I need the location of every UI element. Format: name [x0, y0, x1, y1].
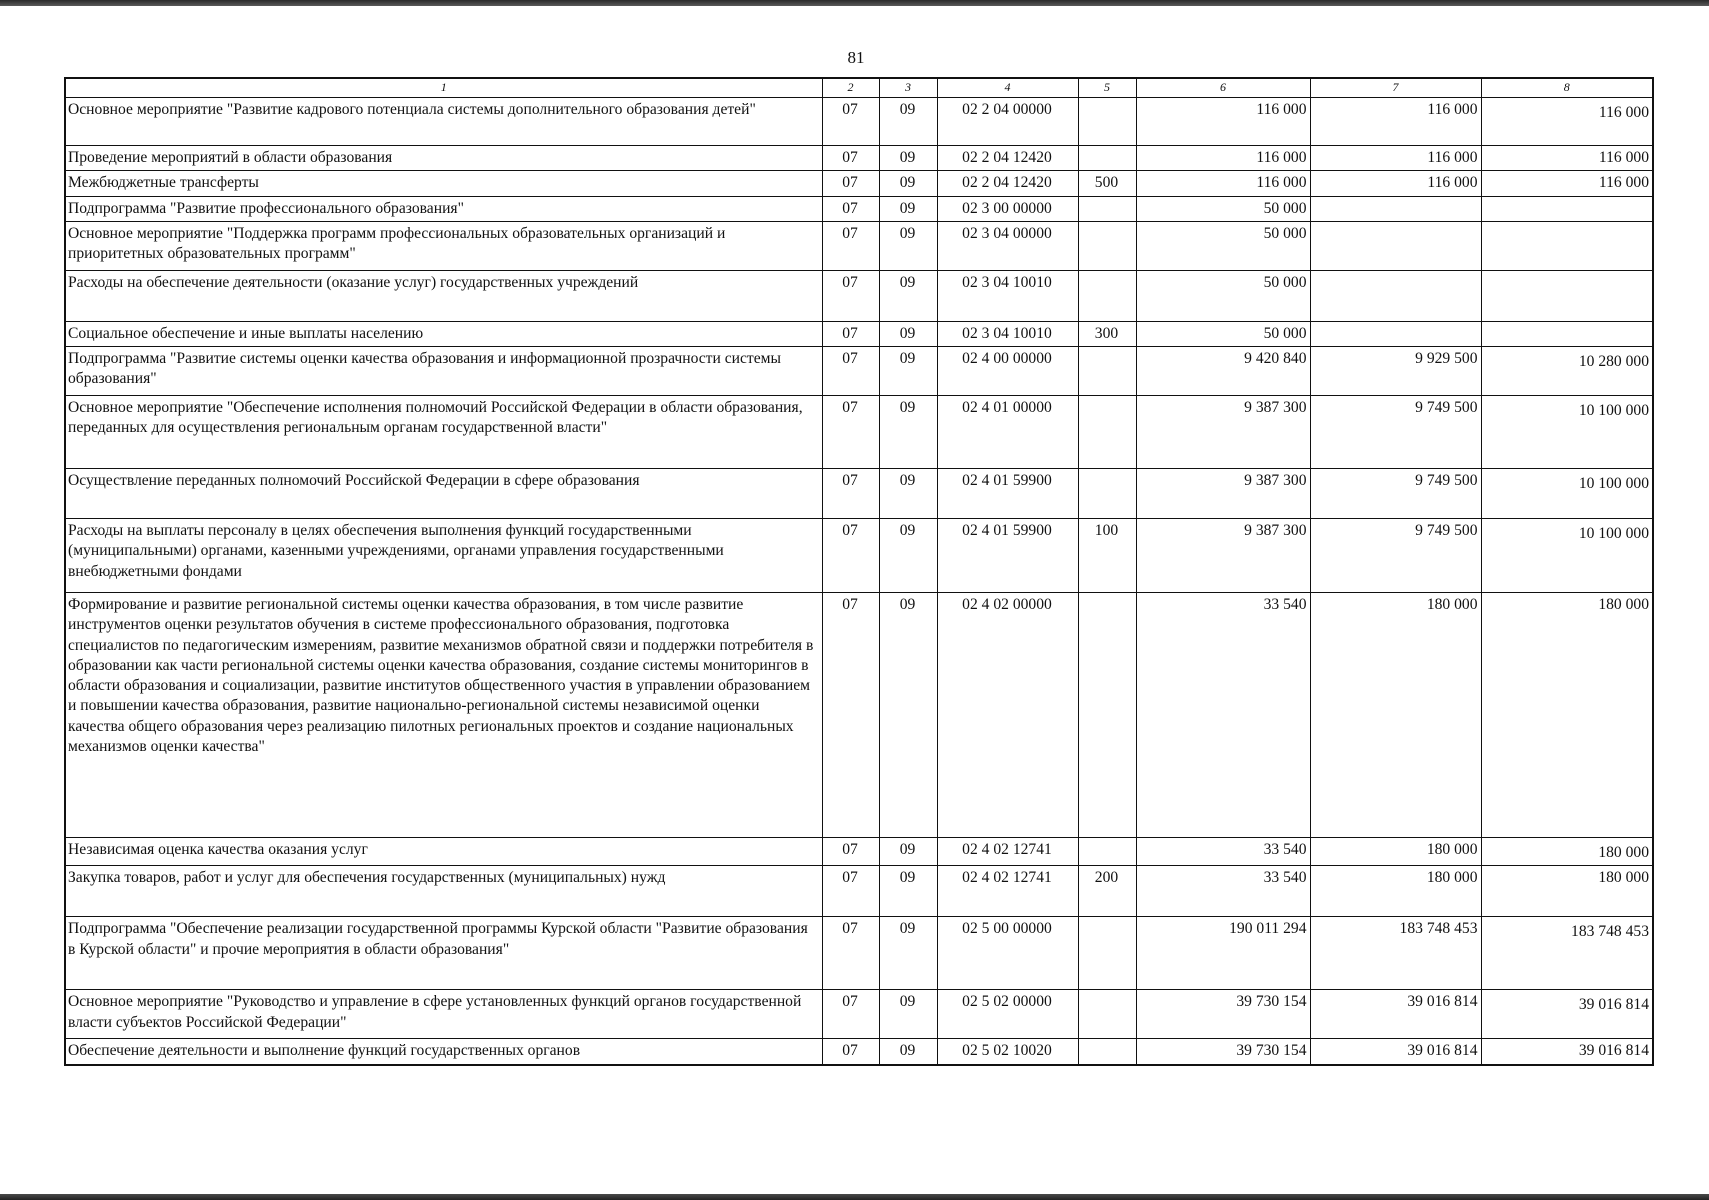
amount-col8: [1481, 221, 1653, 270]
expense-name: Основное мероприятие "Поддержка программ профессиональных образовательных организаций и приоритетных образовательных программ": [65, 221, 822, 270]
table-row: [65, 866, 1653, 917]
section-code: 07: [822, 593, 879, 838]
amount-col7: 9 929 500: [1310, 347, 1481, 396]
amount-col8: 116 000: [1481, 171, 1653, 196]
expense-type-code: 500: [1078, 171, 1136, 196]
target-article-code: 02 4 00 00000: [937, 347, 1078, 396]
expense-type-code: [1078, 98, 1136, 146]
target-article-code: 02 2 04 00000: [937, 98, 1078, 146]
expense-name: Формирование и развитие региональной системы оценки качества образования, в том числе развитие инструментов оценки результатов обучения в системе профессионального образования, подготовка специалистов по педагогическим измерениям, развитие механизмов обратной связи и поддержки потребителя в образовании как части региональной системы оценки качества образования, создание системы мониторингов в области образования и социализации, развитие институтов общественного участия в управлении образованием и повышении качества образования, развитие национально-региональной системы независимой оценки качества общего образования через реализацию пилотных региональных проектов и создание национальных механизмов оценки качества": [65, 593, 822, 838]
section-code: 07: [822, 396, 879, 469]
target-article-code: 02 5 02 10020: [937, 1039, 1078, 1065]
amount-col8: [1481, 270, 1653, 321]
subsection-code: 09: [879, 469, 937, 519]
scan-edge-bottom: [0, 1194, 1709, 1200]
amount-col7: 183 748 453: [1310, 917, 1481, 990]
amount-col6: 39 730 154: [1136, 1039, 1310, 1065]
table-row: [65, 270, 1653, 321]
section-code: 07: [822, 146, 879, 171]
expense-type-code: [1078, 396, 1136, 469]
target-article-code: 02 3 04 10010: [937, 270, 1078, 321]
page-number: 81: [847, 48, 865, 67]
amount-col7: 39 016 814: [1310, 990, 1481, 1039]
amount-col7: 180 000: [1310, 838, 1481, 866]
column-number-row: [65, 78, 1653, 98]
table-row: [65, 593, 1653, 838]
amount-col8-value: 183 748 453: [1571, 923, 1649, 941]
column-number: 1: [65, 78, 822, 98]
section-code: 07: [822, 866, 879, 917]
amount-col7: 9 749 500: [1310, 469, 1481, 519]
amount-col6: 33 540: [1136, 593, 1310, 838]
table-row: [65, 221, 1653, 270]
expense-name: Основное мероприятие "Развитие кадрового потенциала системы дополнительного образования детей": [65, 98, 822, 146]
amount-col6: 33 540: [1136, 838, 1310, 866]
amount-col6: 33 540: [1136, 866, 1310, 917]
amount-col8: [1481, 321, 1653, 346]
section-code: 07: [822, 171, 879, 196]
section-code: 07: [822, 838, 879, 866]
table-row: [65, 98, 1653, 146]
amount-col7: 9 749 500: [1310, 396, 1481, 469]
amount-col6: 9 387 300: [1136, 519, 1310, 593]
expense-type-code: [1078, 221, 1136, 270]
amount-col7: [1310, 321, 1481, 346]
column-number: 5: [1078, 78, 1136, 98]
expense-type-code: 300: [1078, 321, 1136, 346]
amount-col8-value: 116 000: [1598, 104, 1649, 121]
expense-type-code: [1078, 990, 1136, 1039]
table-row: [65, 347, 1653, 396]
expense-name: Подпрограмма "Обеспечение реализации государственной программы Курской области "Развитие образования в Курской области" и прочие мероприятия в области образования": [65, 917, 822, 990]
table-row: [65, 990, 1653, 1039]
amount-col8: [1481, 196, 1653, 221]
subsection-code: 09: [879, 1039, 937, 1065]
section-code: 07: [822, 321, 879, 346]
subsection-code: 09: [879, 347, 937, 396]
scan-edge-top: [0, 0, 1709, 6]
expense-type-code: 100: [1078, 519, 1136, 593]
target-article-code: 02 4 02 00000: [937, 593, 1078, 838]
table-row: [65, 469, 1653, 519]
target-article-code: 02 3 04 00000: [937, 221, 1078, 270]
amount-col8-value: 180 000: [1598, 844, 1649, 862]
expense-type-code: [1078, 347, 1136, 396]
column-number: 7: [1310, 78, 1481, 98]
expense-name: Подпрограмма "Развитие системы оценки качества образования и информационной прозрачности системы образования": [65, 347, 822, 396]
amount-col6: 9 387 300: [1136, 469, 1310, 519]
amount-col6: 50 000: [1136, 221, 1310, 270]
amount-col8: 180 000: [1481, 593, 1653, 838]
expense-type-code: [1078, 593, 1136, 838]
subsection-code: 09: [879, 221, 937, 270]
subsection-code: 09: [879, 917, 937, 990]
amount-col8: [1481, 347, 1653, 396]
target-article-code: 02 5 02 00000: [937, 990, 1078, 1039]
expense-name: Социальное обеспечение и иные выплаты населению: [65, 321, 822, 346]
amount-col8: 180 000: [1481, 866, 1653, 917]
table-row: [65, 171, 1653, 196]
subsection-code: 09: [879, 593, 937, 838]
expense-type-code: [1078, 1039, 1136, 1065]
target-article-code: 02 4 01 59900: [937, 519, 1078, 593]
expense-type-code: 200: [1078, 866, 1136, 917]
amount-col8: [1481, 469, 1653, 519]
amount-col8: [1481, 990, 1653, 1039]
amount-col8: 116 000: [1481, 146, 1653, 171]
table-row: [65, 917, 1653, 990]
section-code: 07: [822, 1039, 879, 1065]
section-code: 07: [822, 519, 879, 593]
expense-type-code: [1078, 270, 1136, 321]
amount-col7: 39 016 814: [1310, 1039, 1481, 1065]
table-row: [65, 519, 1653, 593]
target-article-code: 02 5 00 00000: [937, 917, 1078, 990]
amount-col6: 116 000: [1136, 98, 1310, 146]
table-row: [65, 196, 1653, 221]
amount-col7: 180 000: [1310, 866, 1481, 917]
amount-col7: 180 000: [1310, 593, 1481, 838]
expense-name: Основное мероприятие "Обеспечение исполнения полномочий Российской Федерации в области образования, переданных для осуществления региональным органам государственной власти": [65, 396, 822, 469]
column-number: 4: [937, 78, 1078, 98]
expense-type-code: [1078, 838, 1136, 866]
amount-col7: [1310, 221, 1481, 270]
subsection-code: 09: [879, 146, 937, 171]
amount-col6: 39 730 154: [1136, 990, 1310, 1039]
subsection-code: 09: [879, 98, 937, 146]
subsection-code: 09: [879, 396, 937, 469]
amount-col8: [1481, 917, 1653, 990]
amount-col7: [1310, 270, 1481, 321]
amount-col8-value: 10 280 000: [1578, 353, 1649, 371]
column-number: 3: [879, 78, 937, 98]
column-number: 8: [1481, 78, 1653, 98]
expense-name: Расходы на обеспечение деятельности (оказание услуг) государственных учреждений: [65, 270, 822, 321]
subsection-code: 09: [879, 838, 937, 866]
expense-type-code: [1078, 146, 1136, 171]
amount-col8: [1481, 98, 1653, 146]
expense-name: Межбюджетные трансферты: [65, 171, 822, 196]
amount-col6: 50 000: [1136, 270, 1310, 321]
table-row: [65, 146, 1653, 171]
expense-name: Обеспечение деятельности и выполнение функций государственных органов: [65, 1039, 822, 1065]
table-row: [65, 1039, 1653, 1065]
table-row: [65, 838, 1653, 866]
subsection-code: 09: [879, 171, 937, 196]
amount-col6: 9 420 840: [1136, 347, 1310, 396]
subsection-code: 09: [879, 519, 937, 593]
amount-col6: 190 011 294: [1136, 917, 1310, 990]
target-article-code: 02 4 02 12741: [937, 838, 1078, 866]
amount-col7: 116 000: [1310, 146, 1481, 171]
table-row: [65, 396, 1653, 469]
column-number: 6: [1136, 78, 1310, 98]
amount-col8: [1481, 838, 1653, 866]
section-code: 07: [822, 98, 879, 146]
section-code: 07: [822, 917, 879, 990]
target-article-code: 02 4 01 59900: [937, 469, 1078, 519]
column-number: 2: [822, 78, 879, 98]
section-code: 07: [822, 469, 879, 519]
amount-col8: [1481, 519, 1653, 593]
amount-col7: 116 000: [1310, 98, 1481, 146]
amount-col8-value: 10 100 000: [1578, 475, 1649, 493]
expense-name: Расходы на выплаты персоналу в целях обеспечения выполнения функций государственными (муниципальными) органами, казенными учреждениями, органами управления государственными внебюджетными фондами: [65, 519, 822, 593]
amount-col7: [1310, 196, 1481, 221]
target-article-code: 02 4 02 12741: [937, 866, 1078, 917]
amount-col8: 39 016 814: [1481, 1039, 1653, 1065]
amount-col8-value: 10 100 000: [1578, 402, 1649, 420]
amount-col8-value: 10 100 000: [1578, 525, 1649, 543]
target-article-code: 02 3 04 10010: [937, 321, 1078, 346]
expense-name: Подпрограмма "Развитие профессионального образования": [65, 196, 822, 221]
table-row: [65, 321, 1653, 346]
subsection-code: 09: [879, 196, 937, 221]
section-code: 07: [822, 270, 879, 321]
amount-col6: 116 000: [1136, 171, 1310, 196]
amount-col6: 50 000: [1136, 196, 1310, 221]
amount-col8: [1481, 396, 1653, 469]
expense-type-code: [1078, 917, 1136, 990]
expense-name: Независимая оценка качества оказания услуг: [65, 838, 822, 866]
expense-name: Проведение мероприятий в области образования: [65, 146, 822, 171]
amount-col8-value: 39 016 814: [1578, 996, 1649, 1014]
target-article-code: 02 2 04 12420: [937, 171, 1078, 196]
expense-name: Основное мероприятие "Руководство и управление в сфере установленных функций органов государственной власти субъектов Российской Федерации": [65, 990, 822, 1039]
section-code: 07: [822, 221, 879, 270]
amount-col7: 9 749 500: [1310, 519, 1481, 593]
section-code: 07: [822, 196, 879, 221]
section-code: 07: [822, 990, 879, 1039]
expense-name: Осуществление переданных полномочий Российской Федерации в сфере образования: [65, 469, 822, 519]
target-article-code: 02 4 01 00000: [937, 396, 1078, 469]
subsection-code: 09: [879, 321, 937, 346]
subsection-code: 09: [879, 270, 937, 321]
target-article-code: 02 3 00 00000: [937, 196, 1078, 221]
subsection-code: 09: [879, 866, 937, 917]
subsection-code: 09: [879, 990, 937, 1039]
amount-col7: 116 000: [1310, 171, 1481, 196]
target-article-code: 02 2 04 12420: [937, 146, 1078, 171]
section-code: 07: [822, 347, 879, 396]
amount-col6: 50 000: [1136, 321, 1310, 346]
expense-type-code: [1078, 469, 1136, 519]
amount-col6: 116 000: [1136, 146, 1310, 171]
expense-type-code: [1078, 196, 1136, 221]
amount-col6: 9 387 300: [1136, 396, 1310, 469]
expense-name: Закупка товаров, работ и услуг для обеспечения государственных (муниципальных) нужд: [65, 866, 822, 917]
budget-table: [64, 77, 1654, 1066]
